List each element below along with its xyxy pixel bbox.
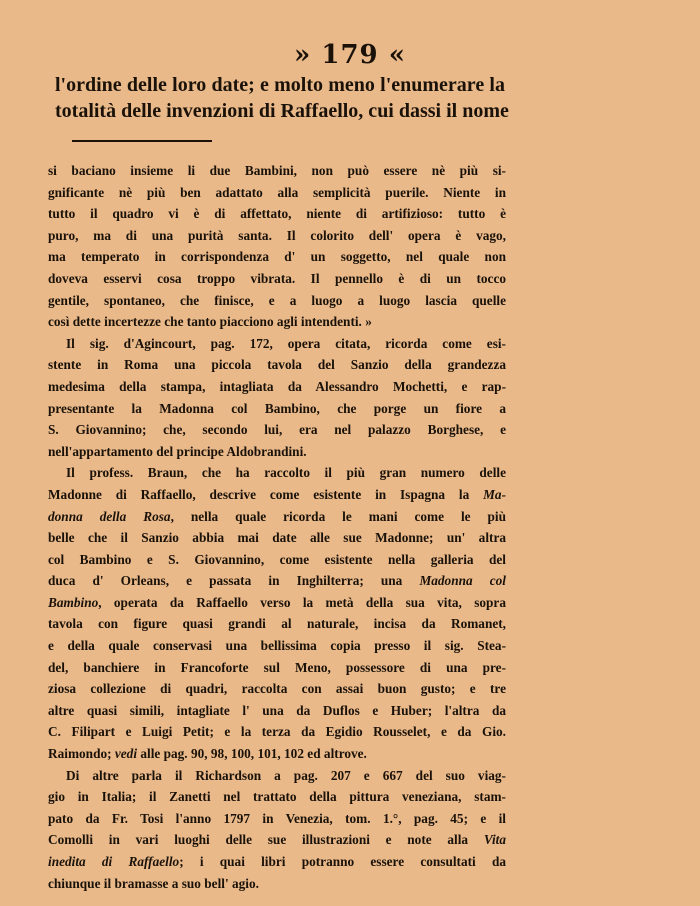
footnote-line [48, 765, 506, 787]
italic-text: Bambino [48, 594, 99, 610]
italic-text: Madonna col [419, 573, 506, 589]
footnote-line: stente in Roma una piccola tavola del Sanzio della grandezza [48, 357, 506, 373]
footnote-line [48, 808, 506, 830]
footnote-paragraph-2 [48, 333, 506, 463]
footnote-line [48, 873, 506, 895]
footnote-line [48, 657, 506, 679]
footnote-line [48, 678, 506, 700]
italic-text: donna della Rosa [48, 508, 171, 524]
footnote-line: così dette incertezze che tanto piacciono agli intendenti. » [48, 314, 372, 330]
text-segment: ; i quai libri potranno essere consultati da [179, 854, 506, 869]
footnote-line: presentante la Madonna col Bambino, che porge un fiore a [48, 400, 506, 416]
text-segment: Raimondo; [48, 746, 115, 762]
text-segment: col Bambino e S. Giovannino, come esistente nella galleria del [48, 551, 506, 567]
text-segment: ziosa collezione di quadri, raccolta con assai buon gusto; e tre [48, 681, 506, 697]
footnote-line: ma temperato in corrispondenza d' un soggetto, nel quale non [48, 249, 506, 265]
footnote-line [48, 743, 506, 765]
text-segment: chiunque il bramasse a suo bell' agio. [48, 875, 259, 891]
footnote-line [48, 721, 506, 743]
footnote-line [48, 506, 506, 528]
footnote-line: Il sig. d'Agincourt, pag. 172, opera citata, ricorda come esi- [66, 335, 506, 351]
footnote-line: nell'appartamento del principe Aldobrandini. [48, 443, 307, 459]
text-segment: belle che il Sanzio abbia mai date alle sue Madonne; un' altra [48, 530, 506, 546]
left-ornament: » [294, 40, 312, 70]
footnote-line [48, 549, 506, 571]
footnote-separator-rule [72, 140, 212, 142]
footnotes-block [48, 160, 506, 894]
footnote-line: tutto il quadro vi è di affettato, niente di artifizioso: tutto è [48, 206, 506, 222]
right-ornament: « [388, 40, 406, 70]
footnote-paragraph-4 [48, 765, 506, 895]
footnote-line [48, 613, 506, 635]
text-segment: altre quasi simili, intagliate l' una da Duflos e Huber; l'altra da [48, 702, 506, 718]
footnote-line [48, 635, 506, 657]
text-segment: pato da Fr. Tosi l'anno 1797 in Venezia, tom. 1.°, pag. 45; e il [48, 810, 506, 826]
italic-text: vedi [114, 746, 138, 762]
footnote-line [48, 829, 506, 851]
footnote-line: S. Giovannino; che, secondo lui, era nel palazzo Borghese, e [48, 422, 506, 438]
text-segment: , nella quale ricorda le mani come le più [170, 508, 507, 524]
text-segment: tavola con figure quasi grandi al naturale, incisa da Romanet, [48, 616, 506, 632]
italic-text: Ma- [483, 486, 506, 502]
text-segment: alle pag. 90, 98, 100, 101, 102 ed altrove. [137, 746, 367, 762]
footnote-line [48, 570, 506, 592]
footnote-line: puro, ma di una purità santa. Il colorito dell' opera è vago, [48, 227, 506, 243]
text-segment: Madonne di Raffaello, descrive come esistente in Ispagna la [48, 486, 484, 502]
footnote-paragraph-3 [48, 462, 506, 764]
footnote-line [48, 786, 506, 808]
footnote-line [48, 592, 506, 614]
footnote-line: medesima della stampa, intagliata da Alessandro Mochetti, e rap- [48, 378, 506, 394]
footnote-line: si baciano insieme li due Bambini, non può essere nè più si- [48, 163, 506, 178]
footnote-line [48, 484, 506, 506]
main-text-block [55, 72, 509, 124]
footnote-line [48, 527, 506, 549]
text-segment: , operata da Raffaello verso la metà della sua vita, sopra [98, 594, 506, 610]
text-segment: duca d' Orleans, e passata in Inghilterra; una [48, 573, 420, 589]
italic-text: inedita di Raffaello [48, 854, 180, 869]
text-segment: del, banchiere in Francoforte sul Meno, possessore di una pre- [48, 659, 506, 675]
text-segment: gio in Italia; il Zanetti nel trattato della pittura veneziana, stam- [48, 789, 506, 805]
footnote-line [48, 462, 506, 484]
page-header [0, 40, 700, 70]
text-segment: Il profess. Braun, che ha raccolto il più gran numero delle [66, 465, 506, 481]
footnote-line [48, 700, 506, 722]
footnote-line: gentile, spontaneo, che finisce, e a luogo a luogo lascia quelle [48, 292, 506, 308]
text-segment: C. Filipart e Luigi Petit; e la terza da Egidio Rousselet, e da Gio. [48, 724, 506, 740]
footnote-paragraph-1 [48, 160, 506, 333]
italic-text: Vita [483, 832, 506, 848]
main-text-line: totalità delle invenzioni di Raffaello, cui dassi il nome [55, 100, 509, 122]
main-text-line: l'ordine delle loro date; e molto meno l'enumerare la [55, 74, 505, 96]
footnote-line: doveva esservi cosa troppo vibrata. Il pennello è di un tocco [48, 270, 506, 286]
text-segment: Comolli in vari luoghi delle sue illustrazioni e note alla [48, 832, 484, 848]
page-number: 179 [321, 40, 379, 70]
text-segment: e della quale conservasi una bellissima copia presso il sig. Stea- [48, 638, 506, 654]
footnote-line: gnificante nè più ben adattato alla semplicità puerile. Niente in [48, 184, 506, 200]
footnote-line [48, 851, 506, 873]
text-segment: Di altre parla il Richardson a pag. 207 e 667 del suo viag- [66, 767, 506, 783]
